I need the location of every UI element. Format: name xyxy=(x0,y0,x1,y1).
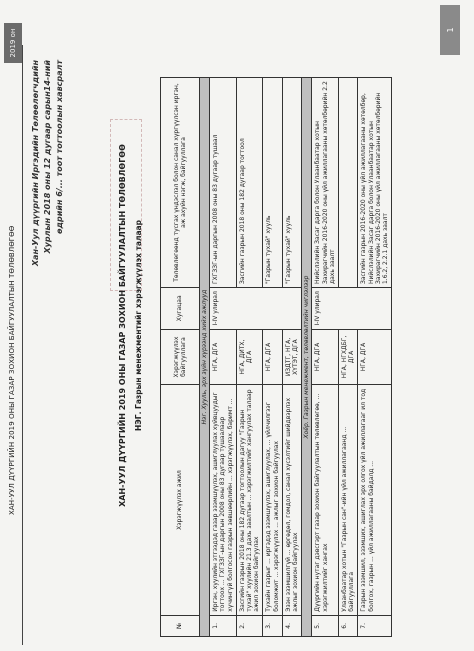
row-activity: Эзэн эзэмшилгүй ... өргөдөл, гомдол, санал хүсэлтийг шийдвэрлэх ажлыг зохион байгуулах xyxy=(282,385,301,615)
approval-line-3: өдрийн 6/... тоот тогтоолын хавсралт xyxy=(55,60,64,234)
row-no: 6. xyxy=(339,615,358,636)
row-activity: Засгийн газрын 2018 оны 182 дугаар тогтоолын дагуу "Газрын тухай" хуулийн 21.3 дахь заалтын ... хэрэгжилтийг хангуулах талаар ажил зохион байгуулах xyxy=(236,385,263,615)
table-row xyxy=(282,78,301,637)
row-no: 7. xyxy=(358,615,392,636)
table-row xyxy=(210,78,237,637)
row-basis: Засгийн газрын 2018 оны 182 дугаар тогтоол xyxy=(236,78,263,288)
row-basis: "Газрын тухай" хууль xyxy=(282,78,301,288)
row-no: 2. xyxy=(236,615,263,636)
row-deadline: I-IV улирал xyxy=(210,288,302,330)
row-activity: Тухайн газрыг ... иргэдэд эзэмшүүлэх, ашиглуулах, ... үйлчилгээг боломжит ... хэрэгжүүлэх ... ажлыг зохион байгуулах xyxy=(263,385,282,615)
row-activity: Газрын эзэмшил, эзэмших, ашиглах эрх олгох үйл ажиллагааг ил тод болгох, газрын ... үйл ажиллагааны байдалд ... xyxy=(358,385,392,615)
section-row-1 xyxy=(200,78,210,637)
col-activity-header: Хэрэгжүүлэх ажил xyxy=(161,385,200,615)
row-responsible: НГА, ДГА xyxy=(263,329,282,385)
row-responsible: НГА, ДГА xyxy=(210,329,237,385)
row-responsible: ИЗДТГ, НГА, ХҮТЭТ, ДГА xyxy=(282,329,301,385)
row-basis: Засгийн газрын 2016-2020 оны үйл ажиллагааны хөтөлбөр, Нийслэлийн Засаг дарга болон Улаанбаатар хотын Захирагчийн 2016-2020 оны үйл ажиллагааны хөтөлбөрийн 1.6.2, 2.2.1 дахь заалт xyxy=(358,78,392,288)
row-no: 4. xyxy=(282,615,301,636)
row-no: 5. xyxy=(312,615,339,636)
table-header-row xyxy=(161,78,200,637)
approval-line-1: Хан-Уул дүүргийн Иргэдийн Төлөөлөгчдийн xyxy=(31,60,40,267)
table-row xyxy=(312,78,339,637)
section-label-1: Нэг. Хууль, эрх зүйн хүрээнд хийх ажлууд xyxy=(200,78,210,637)
col-basis-header: Төлөвлөгөөнд тусгах үндэслэл болон санал хүргүүлсэн иргэн, аж ахуйн нэгж, байгууллага xyxy=(161,78,200,288)
running-title: ХАН-УУЛ ДҮҮРГИЙН 2019 ОНЫ ГАЗАР ЗОХИОН БАЙГУУЛАЛТЫН ТӨЛӨВЛӨГӨӨ xyxy=(8,225,16,515)
page-number-tab: 1 xyxy=(440,5,460,55)
approval-note xyxy=(30,60,66,266)
section-heading: НЭГ. Газрын менежментийг хэрэгжүүлэх талаар xyxy=(134,220,143,431)
row-responsible: НГА, ДГА xyxy=(358,329,392,385)
row-no: 3. xyxy=(263,615,282,636)
col-responsible-header: Хэрэгжүүлэх байгууллага xyxy=(161,329,200,385)
row-responsible: НГА, НГХДБГ, ДГА xyxy=(339,329,358,385)
row-responsible: НГА, ДИТХ, ДГА xyxy=(236,329,263,385)
row-activity: Улаанбаатар хотын "Газрын сан"-ийн үйл ажиллагаанд ... байгууллага xyxy=(339,385,358,615)
col-deadline-header: Хугацаа xyxy=(161,288,200,330)
table-row xyxy=(263,78,282,637)
col-no-header: № xyxy=(161,615,200,636)
running-header xyxy=(8,5,22,645)
document-title: ХАН-УУЛ ДҮҮРГИЙН 2019 ОНЫ ГАЗАР ЗОХИОН БАЙГУУЛАЛТЫН ТӨЛӨВЛӨГӨӨ xyxy=(118,144,127,507)
section-row-2 xyxy=(302,78,312,637)
row-basis xyxy=(339,78,358,288)
row-basis: "Газрын тухай" хууль xyxy=(263,78,282,288)
row-responsible: НГА, ДГА xyxy=(312,329,339,385)
table-row xyxy=(339,78,358,637)
row-no: 1. xyxy=(210,615,237,636)
table-row xyxy=(236,78,263,637)
row-activity: Иргэн, хуулийн этгээдэд газар эзэмшүүлэх, ашиглуулах хуйвцуудыг тогтоох ... ГХГЗЗГ-ын даргын 2008 оны 83 дугаар тушаалаар хүчингүй болгосон газрын зөвшөөрлийн ... хэрэгжүүлэх, баримт ... xyxy=(210,385,237,615)
section-label-2: Хоёр. Газрын менежмент, төлөвлөлтийн чиглэлээр xyxy=(302,78,312,637)
row-deadline: I-IV улирал xyxy=(312,288,392,330)
header-divider xyxy=(22,45,23,645)
plan-table xyxy=(160,77,392,637)
row-basis: ГХГЗЗГ-ын даргын 2008 оны 83 дугаар тушаал xyxy=(210,78,237,288)
row-basis: Нийслэлийн Засаг дарга болон Улаанбаатар хотын Захирагчийн 2016-2020 оны үйл ажиллагааны хөтөлбөрийн 2.2 дахь заалт xyxy=(312,78,339,288)
row-activity: Дүүргийн нутаг дэвсгэрт газар зохион байгуулалтын төлөвлөгөө, ... хэрэгжилтийг хангах xyxy=(312,385,339,615)
table-row xyxy=(358,78,392,637)
year-badge: 2019 он xyxy=(4,23,22,63)
approval-line-2: Хурлын 2018 оны 12 дугаар сарын14-ний xyxy=(43,60,52,254)
